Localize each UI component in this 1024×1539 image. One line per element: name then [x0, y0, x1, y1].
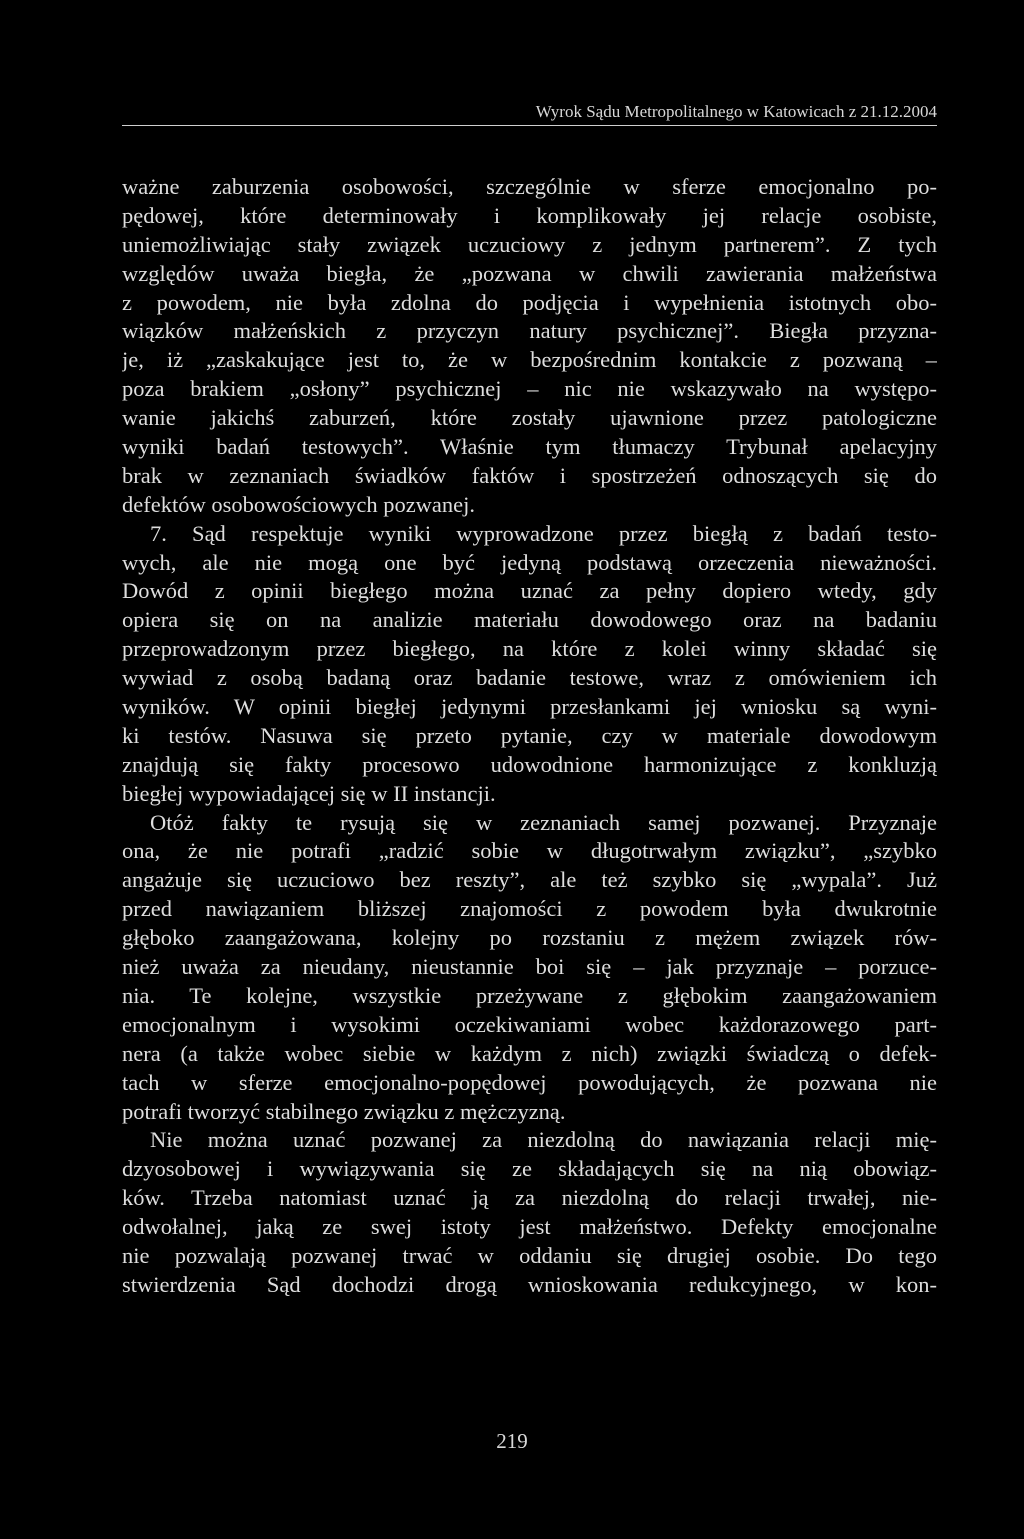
text-line: Otóż fakty te rysują się w zeznaniach samej pozwanej. Przyznaje — [150, 809, 937, 835]
text-line: ków. Trzeba natomiast uznać ją za niezdolną do relacji trwałej, nie- — [122, 1185, 937, 1211]
text-line: wiązków małżeńskich z przyczyn natury psychicznej”. Biegła przyzna- — [122, 318, 937, 344]
text-line: przeprowadzonym przez biegłego, na które z kolei winny składać się — [122, 636, 937, 662]
text-line: nie pozwalają pozwanej trwać w oddaniu się drugiej osobie. Do tego — [122, 1242, 937, 1268]
text-line: potrafi tworzyć stabilnego związku z mężczyzną. — [122, 1098, 566, 1124]
text-line: wych, ale nie mogą one być jedyną podstawą orzeczenia nieważności. — [122, 549, 937, 575]
text-line: ważne zaburzenia osobowości, szczególnie w sferze emocjonalno po- — [122, 174, 937, 199]
text-line: przed nawiązaniem bliższej znajomości z powodem była dwukrotnie — [122, 896, 937, 922]
text-line: ki testów. Nasuwa się przeto pytanie, czy w materiale dowodowym — [122, 722, 937, 748]
text-line: względów uważa biegła, że „pozwana w chwili zawierania małżeństwa — [122, 260, 937, 286]
text-line: nia. Te kolejne, wszystkie przeżywane z głębokim zaangażowaniem — [122, 982, 937, 1008]
text-line: dzyosobowej i wywiązywania się ze składających się na nią obowiąz- — [122, 1156, 937, 1182]
page-number: 219 — [496, 1429, 528, 1453]
text-line: wyniki badań testowych”. Właśnie tym tłumaczy Trybunał apelacyjny — [122, 434, 937, 460]
text-line: tach w sferze emocjonalno-popędowej powodujących, że pozwana nie — [122, 1069, 937, 1095]
text-line: biegłej wypowiadającej się w II instancji. — [122, 780, 496, 806]
text-line: ona, że nie potrafi „radzić sobie w długotrwałym związku”, „szybko — [122, 838, 937, 864]
text-line: uniemożliwiając stały związek uczuciowy z jednym partnerem”. Z tych — [122, 231, 937, 257]
text-line: je, iż „zaskakujące jest to, że w bezpośrednim kontakcie z pozwaną – — [122, 347, 937, 373]
text-line: znajdują się fakty procesowo udowodnione harmonizujące z konkluzją — [122, 751, 937, 777]
text-line: wyników. W opinii biegłej jedynymi przesłankami jej wniosku są wyni- — [122, 694, 937, 720]
text-line: odwołalnej, jaką ze swej istoty jest małżeństwo. Defekty emocjonalne — [122, 1214, 937, 1240]
text-line: głęboko zaangażowana, kolejny po rozstaniu z mężem związek rów- — [122, 925, 937, 951]
text-line: nera (a także wobec siebie w każdym z nich) związki świadczą o defek- — [122, 1040, 937, 1066]
body-text — [122, 173, 937, 1300]
text-line: nież uważa za nieudany, nieustannie boi się – jak przyznaje – porzuce- — [122, 954, 937, 980]
text-line: angażuje się uczuciowo bez reszty”, ale też szybko się „wypala”. Już — [122, 867, 937, 893]
text-line: opiera się on na analizie materiału dowodowego oraz na badaniu — [122, 607, 937, 633]
text-line: wanie jakichś zaburzeń, które zostały ujawnione przez patologiczne — [122, 405, 937, 431]
text-line: poza brakiem „osłony” psychicznej – nic nie wskazywało na występo- — [122, 376, 937, 402]
text-line: wywiad z osobą badaną oraz badanie testowe, wraz z omówieniem ich — [122, 665, 937, 691]
text-line: brak w zeznaniach świadków faktów i spostrzeżeń odnoszących się do — [122, 462, 937, 488]
text-line: Dowód z opinii biegłego można uznać za pełny dopiero wtedy, gdy — [122, 578, 937, 604]
text-line: emocjonalnym i wysokimi oczekiwaniami wobec każdorazowego part- — [122, 1011, 937, 1037]
header-rule — [122, 125, 937, 126]
text-line: defektów osobowościowych pozwanej. — [122, 491, 476, 517]
running-header: Wyrok Sądu Metropolitalnego w Katowicach z 21.12.2004 — [535, 102, 937, 121]
text-line: 7. Sąd respektuje wyniki wyprowadzone przez biegłą z badań testo- — [150, 520, 937, 546]
text-line: stwierdzenia Sąd dochodzi drogą wnioskowania redukcyjnego, w kon- — [122, 1271, 937, 1297]
text-line: Nie można uznać pozwanej za niezdolną do nawiązania relacji mię- — [150, 1127, 937, 1153]
text-line: z powodem, nie była zdolna do podjęcia i wypełnienia istotnych obo- — [122, 289, 937, 315]
text-line: pędowej, które determinowały i komplikowały jej relacje osobiste, — [122, 202, 937, 228]
